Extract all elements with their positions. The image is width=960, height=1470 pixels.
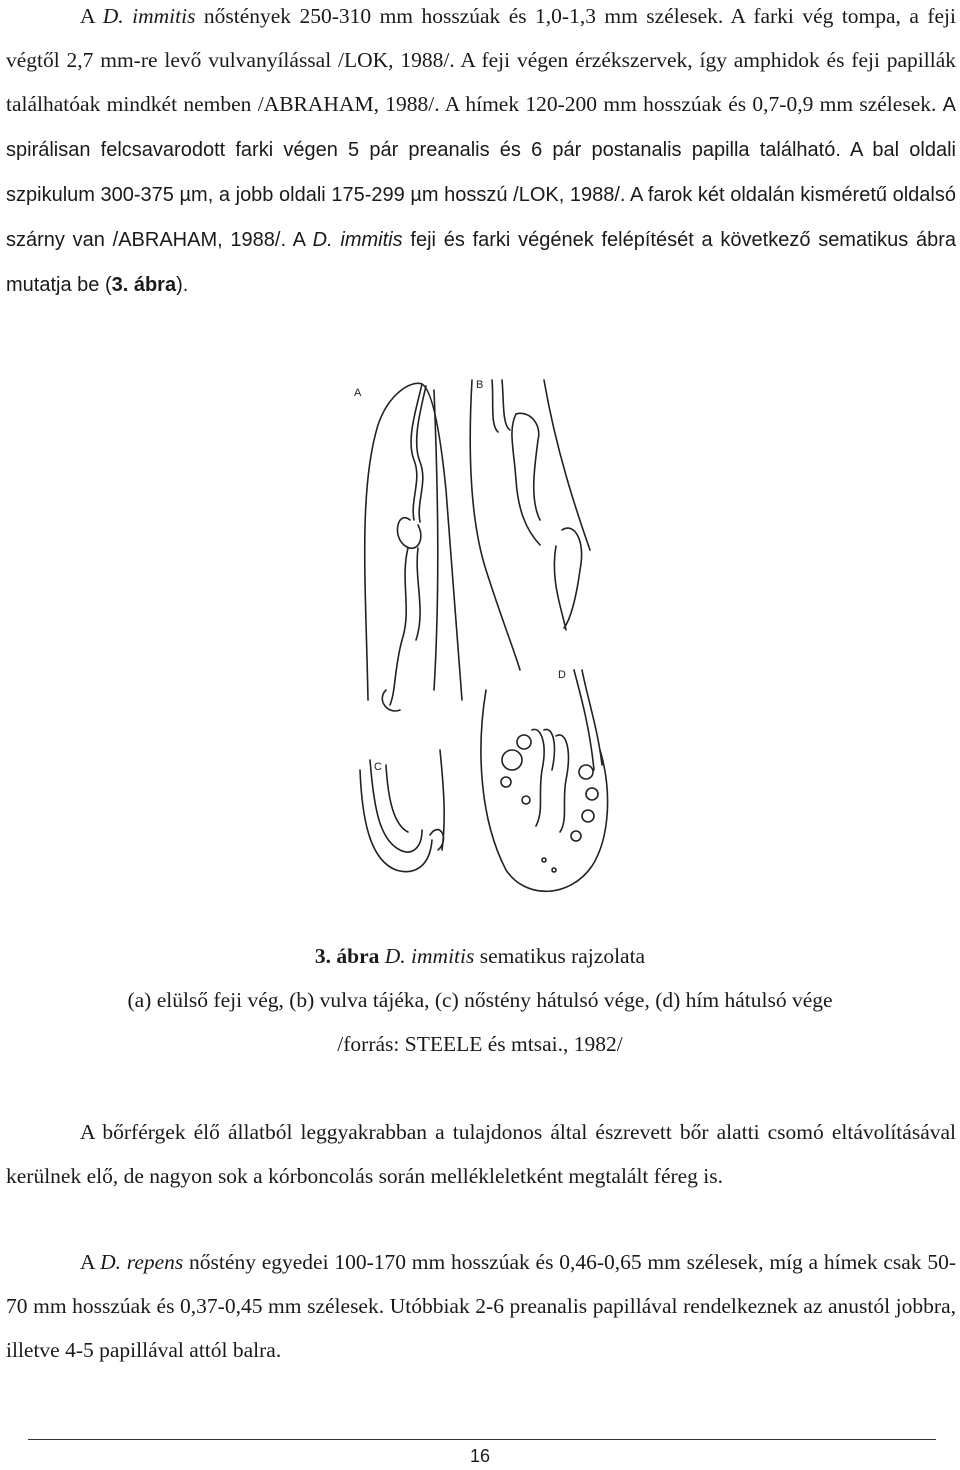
panel-d-drawing — [481, 669, 608, 891]
figure-caption-source: /forrás: STEELE és mtsai., 1982/ — [337, 1032, 623, 1056]
footer-divider — [28, 1439, 936, 1440]
schematic-figure — [330, 370, 670, 905]
figure-caption-title: 3. ábra D. immitis sematikus rajzolata — [314, 944, 646, 968]
panel-c-label: C — [374, 761, 382, 773]
paragraph-skin-worms: A bőrférgek élő állatból leggyakrabban a tulajdonos által észrevett bőr alatti csomó eltávolításával kerülnek elő, de nagyon sok a kórboncolás során mellékleletként megtalált féreg is. — [6, 1120, 956, 1188]
species-name: D. immitis — [102, 4, 196, 28]
panel-a-label: A — [354, 387, 362, 399]
figure-reference: 3. ábra — [111, 274, 177, 296]
panel-b-drawing — [470, 379, 590, 670]
panel-d-label: D — [558, 669, 566, 681]
paragraph-dirofilaria-repens: A D. repens nőstény egyedei 100-170 mm hosszúak és 0,46-0,65 mm szélesek, míg a hímek csak 50-70 mm hosszúak és 0,37-0,45 mm szélesek. Utóbbiak 2-6 preanalis papillával rendelkeznek az anustól jobbra, illetve 4-5 papillával attól balra. — [6, 1250, 956, 1362]
panel-c-drawing — [360, 750, 444, 872]
species-name: D. immitis — [312, 229, 403, 251]
species-name: D. repens — [100, 1250, 184, 1274]
page-number: 16 — [469, 1446, 491, 1466]
panel-b-label: B — [476, 379, 484, 391]
species-name: D. immitis — [384, 944, 475, 968]
figure-caption-panels: (a) elülső feji vég, (b) vulva tájéka, (c) nőstény hátulsó vége, (d) hím hátulsó vége — [127, 988, 833, 1012]
panel-a-drawing — [354, 383, 462, 711]
paragraph-dirofilaria-immitis: A D. immitis nőstények 250-310 mm hosszúak és 1,0-1,3 mm szélesek. A farki vég tompa, a feji végtől 2,7 mm-re levő vulvanyílással /LOK, 1988/. A feji végen érzékszervek, így amphidok és feji papillák találhatóak mindkét nemben /ABRAHAM, 1988/. A hímek 120-200 mm hosszúak és 0,7-0,9 mm szélesek. A spirálisan felcsavarodott farki végen 5 pár preanalis és 6 pár postanalis papilla található. A bal oldali szpikulum 300-375 µm, a jobb oldali 175-299 µm hosszú /LOK, 1988/. A farok két oldalán kisméretű oldalsó szárny van /ABRAHAM, 1988/. A D. immitis feji és farki végének felépítését a következő sematikus ábra mutatja be (3. ábra). — [6, 4, 956, 296]
